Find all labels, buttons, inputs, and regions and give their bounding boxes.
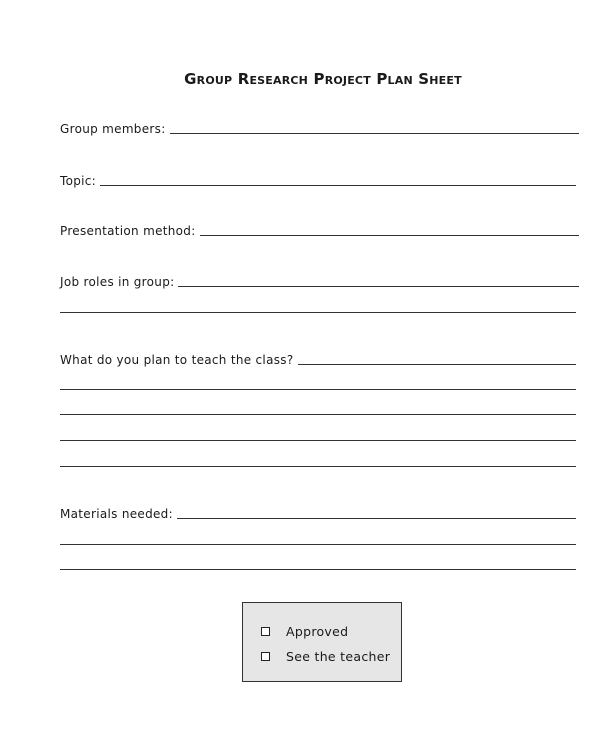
job-roles-field[interactable] xyxy=(60,273,579,289)
teach-field[interactable] xyxy=(60,351,576,367)
topic-field[interactable] xyxy=(60,172,576,188)
teach-label: What do you plan to teach the class? xyxy=(60,353,294,367)
see-teacher-option[interactable] xyxy=(261,649,390,664)
teach-line[interactable] xyxy=(298,353,577,365)
topic-label: Topic: xyxy=(60,174,97,188)
job-roles-extra-line[interactable] xyxy=(60,312,576,313)
group-members-field[interactable] xyxy=(60,120,579,136)
teach-extra-line-3[interactable] xyxy=(60,440,576,441)
presentation-method-line[interactable] xyxy=(200,224,579,236)
materials-extra-line-2[interactable] xyxy=(60,569,576,570)
sheet-title: Group Research Project Plan Sheet xyxy=(184,70,462,88)
see-teacher-checkbox[interactable] xyxy=(261,652,270,661)
presentation-method-label: Presentation method: xyxy=(60,224,196,238)
approved-checkbox[interactable] xyxy=(261,627,270,636)
group-members-label: Group members: xyxy=(60,122,166,136)
teach-extra-line-2[interactable] xyxy=(60,414,576,415)
materials-label: Materials needed: xyxy=(60,507,173,521)
job-roles-line[interactable] xyxy=(178,275,579,287)
approval-box xyxy=(242,602,402,682)
group-members-line[interactable] xyxy=(170,122,579,134)
teach-extra-line-4[interactable] xyxy=(60,466,576,467)
job-roles-label: Job roles in group: xyxy=(60,275,175,289)
materials-extra-line-1[interactable] xyxy=(60,544,576,545)
approved-option[interactable] xyxy=(261,624,348,639)
see-teacher-label: See the teacher xyxy=(286,649,391,664)
materials-field[interactable] xyxy=(60,505,576,521)
materials-line[interactable] xyxy=(177,507,576,519)
teach-extra-line-1[interactable] xyxy=(60,389,576,390)
approved-label: Approved xyxy=(286,624,349,639)
topic-line[interactable] xyxy=(100,174,576,186)
presentation-method-field[interactable] xyxy=(60,222,579,238)
